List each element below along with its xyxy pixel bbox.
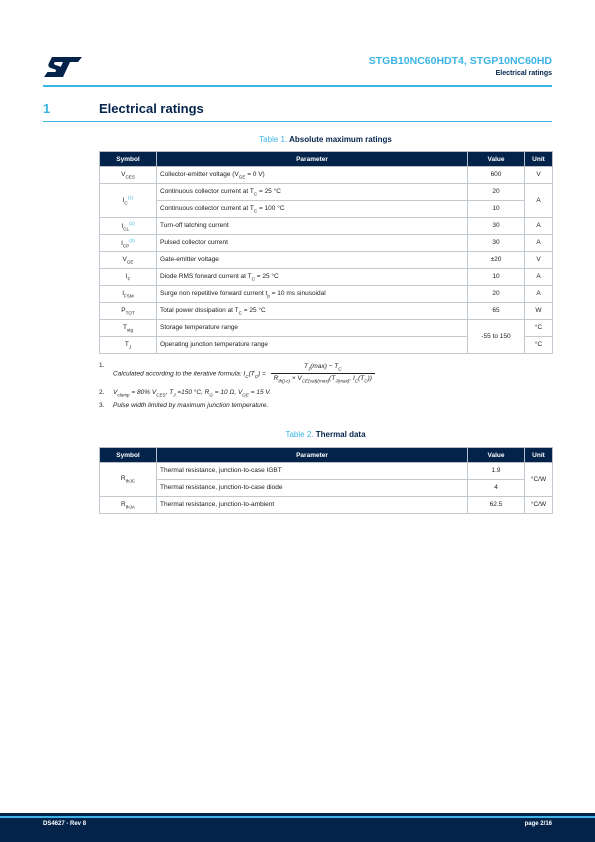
header-value: Value (468, 448, 525, 463)
table1-caption-number: Table 1. (259, 135, 288, 144)
table-header-row (100, 448, 553, 463)
section-title: Electrical ratings (99, 101, 204, 116)
unit-cell: A (525, 286, 553, 303)
value-cell: 20 (468, 286, 525, 303)
unit-cell: A (525, 184, 553, 218)
symbol-cell: $I_C^{(1)}$ (100, 184, 157, 218)
parameter-cell: Surge non repetitive forward current $t_p = 10$ ms sinusoidal (157, 286, 468, 303)
table-row (100, 269, 553, 286)
symbol-cell: $T_{stg}$ (100, 320, 157, 337)
header-rule (43, 85, 552, 87)
header-symbol: Symbol (100, 152, 157, 167)
footnote-ref: (3) (129, 237, 135, 243)
parameter-cell: Collector-emitter voltage ($V_{GE} = 0$ V) (157, 167, 468, 184)
document-title: STGB10NC60HDT4, STGP10NC60HD (368, 55, 552, 67)
table1-caption (99, 135, 552, 144)
unit-cell: °C (525, 337, 553, 354)
symbol-cell: $V_{GE}$ (100, 252, 157, 269)
formula-numerator: $T_J(\max) - T_C$ (303, 363, 342, 372)
unit-cell: A (525, 218, 553, 235)
header-symbol: Symbol (100, 448, 157, 463)
footnote-ref: (2) (129, 220, 135, 226)
parameter-cell: Continuous collector current at $T_C = 100$ °C (157, 201, 468, 218)
parameter-cell: Thermal resistance, junction-to-ambient (157, 497, 468, 514)
value-cell: 10 (468, 269, 525, 286)
parameter-cell: Pulsed collector current (157, 235, 468, 252)
document-subtitle: Electrical ratings (495, 70, 552, 77)
table-row (100, 480, 553, 497)
table1-caption-title: Absolute maximum ratings (289, 135, 392, 144)
parameter-cell: Gate-emitter voltage (157, 252, 468, 269)
symbol-cell: $I_F$ (100, 269, 157, 286)
table1-notes (99, 361, 552, 414)
value-cell: 20 (468, 184, 525, 201)
parameter-cell: Thermal resistance, junction-to-case diode (157, 480, 468, 497)
table-row (100, 497, 553, 514)
value-cell: 1.9 (468, 463, 525, 480)
header-value: Value (468, 152, 525, 167)
symbol-cell: $V_{CES}$ (100, 167, 157, 184)
value-cell: 30 (468, 218, 525, 235)
section-rule (43, 121, 552, 122)
table-row (100, 463, 553, 480)
value-cell: 600 (468, 167, 525, 184)
parameter-cell: Thermal resistance, junction-to-case IGBT (157, 463, 468, 480)
formula-fraction (271, 363, 375, 385)
symbol-cell: $I_{FSM}$ (100, 286, 157, 303)
unit-cell: V (525, 252, 553, 269)
symbol-cell: $R_{thJC}$ (100, 463, 157, 497)
thermal-data-table (99, 447, 553, 514)
unit-cell: °C/W (525, 497, 553, 514)
section-number: 1 (43, 101, 51, 116)
table2-caption-number: Table 2. (285, 430, 314, 439)
symbol-cell: $R_{thJA}$ (100, 497, 157, 514)
document-revision: DS4627 - Rev 8 (43, 821, 87, 827)
value-cell: ±20 (468, 252, 525, 269)
table-header-row (100, 152, 553, 167)
absolute-max-ratings-table (99, 151, 553, 354)
table2-caption-title: Thermal data (315, 430, 366, 439)
table-row (100, 286, 553, 303)
parameter-cell: Operating junction temperature range (157, 337, 468, 354)
value-cell: 30 (468, 235, 525, 252)
symbol-cell: $T_J$ (100, 337, 157, 354)
unit-cell: °C/W (525, 463, 553, 497)
unit-cell: V (525, 167, 553, 184)
page-number: page 2/16 (524, 821, 552, 827)
parameter-cell: Total power dissipation at $T_C = 25$ °C (157, 303, 468, 320)
table-row (100, 320, 553, 337)
value-cell: 65 (468, 303, 525, 320)
symbol-cell: $I_{CL}^{(2)}$ (100, 218, 157, 235)
unit-cell: A (525, 269, 553, 286)
table2-caption (99, 430, 552, 439)
formula-denominator: $R_{th(j-c)} \times V_{CE(sat)(max)}(T_{J(max)}$, $I_C(T_C)$) (271, 373, 375, 384)
header-parameter: Parameter (157, 152, 468, 167)
table-row (100, 303, 553, 320)
table-row (100, 201, 553, 218)
table-row (100, 252, 553, 269)
footer-rule (0, 816, 595, 818)
value-cell: 62.5 (468, 497, 525, 514)
unit-cell: W (525, 303, 553, 320)
note-3: 3. Pulse width limited by maximum junction temperature. (99, 401, 269, 409)
symbol-cell: $I_{CP}^{(3)}$ (100, 235, 157, 252)
note-2: 2. $V_{clamp} = 80\%$ $V_{CES}$, $T_J =150$ °C, $R_G = 10$ Ω, $V_{GE} = 15$ V. (99, 388, 272, 397)
value-cell: 4 (468, 480, 525, 497)
table-row (100, 167, 553, 184)
symbol-cell: $P_{TOT}$ (100, 303, 157, 320)
unit-cell: A (525, 235, 553, 252)
value-cell: -55 to 150 (468, 320, 525, 354)
value-cell: 10 (468, 201, 525, 218)
unit-cell: °C (525, 320, 553, 337)
st-logo-icon (43, 56, 83, 78)
footnote-ref: (1) (127, 195, 134, 201)
parameter-cell: Storage temperature range (157, 320, 468, 337)
note-1: 1. Calculated according to the iterative formula: $I_C(T_C)$ = $\frac{T_J(\max) - T_C}{R_{th(j-c)} \times V_{CE(sat)(max)}(T_{J(max)}, I_C(T_C))}$ (99, 361, 552, 385)
header-unit: Unit (525, 448, 553, 463)
table-row (100, 184, 553, 201)
table-row (100, 235, 553, 252)
table-row (100, 218, 553, 235)
parameter-cell: Turn-off latching current (157, 218, 468, 235)
header-unit: Unit (525, 152, 553, 167)
parameter-cell: Diode RMS forward current at $T_C = 25$ °C (157, 269, 468, 286)
header-parameter: Parameter (157, 448, 468, 463)
parameter-cell: Continuous collector current at $T_C = 25$ °C (157, 184, 468, 201)
